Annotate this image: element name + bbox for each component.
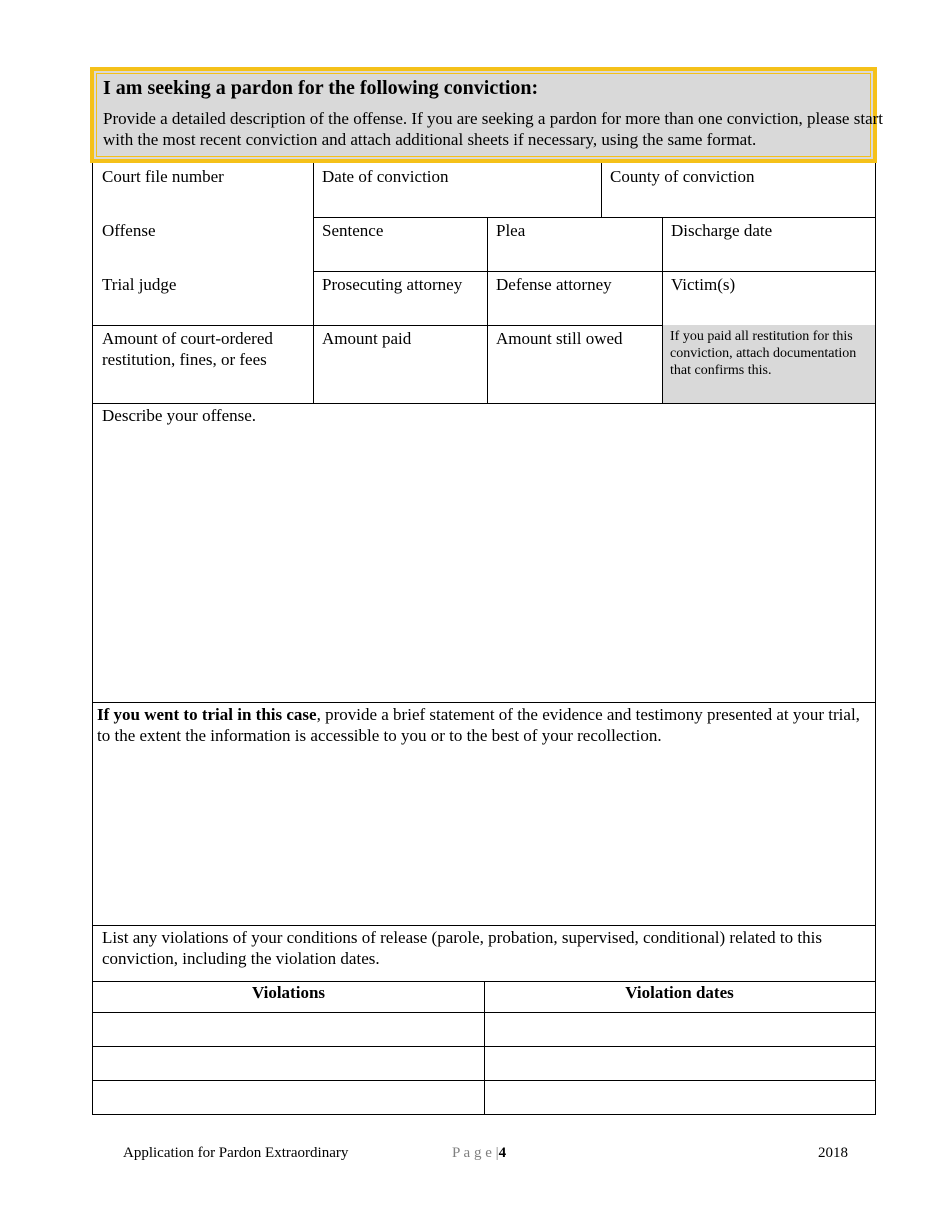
amount-still-owed-field[interactable] — [487, 325, 662, 404]
divider — [601, 163, 602, 217]
divider — [487, 325, 488, 404]
field-label: County of conviction — [610, 167, 755, 186]
field-label: Trial judge — [102, 275, 177, 294]
divider — [662, 271, 663, 325]
table-bottom-border — [92, 1114, 876, 1115]
trial-statement-bold: If you went to trial in this case — [97, 705, 317, 724]
footer-year: 2018 — [818, 1145, 848, 1161]
field-label: Victim(s) — [671, 275, 736, 294]
section-title: I am seeking a pardon for the following conviction: — [103, 77, 539, 99]
divider — [313, 217, 314, 271]
violations-header: Violations — [251, 983, 326, 1002]
violation-dates-header: Violation dates — [625, 983, 734, 1002]
page-separator: | — [495, 1145, 499, 1161]
trial-statement-rest: , provide a brief statement of the evidence and testimony presented at your trial, to the extent the information is accessible to you or to the best of your recollection. — [97, 705, 860, 745]
divider — [313, 163, 314, 217]
violation-input[interactable] — [93, 1081, 484, 1114]
divider — [313, 325, 314, 404]
field-label: Court file number — [102, 167, 224, 186]
violation-date-input[interactable] — [485, 1013, 875, 1046]
field-label: Amount still owed — [496, 329, 623, 348]
violations-intro-text: List any violations of your conditions of release (parole, probation, supervised, conditional) related to this conviction, including the violation dates. — [102, 928, 822, 968]
section-header — [90, 67, 883, 163]
section-header-inner — [96, 73, 883, 157]
divider — [487, 217, 488, 271]
restitution-amount-field[interactable] — [93, 325, 313, 404]
violation-date-input[interactable] — [485, 1047, 875, 1080]
table-right-border — [875, 163, 876, 1115]
footer-title: Application for Pardon Extraordinary — [123, 1145, 349, 1161]
field-label: Date of conviction — [322, 167, 449, 186]
field-label: Discharge date — [671, 221, 773, 240]
violations-intro — [93, 926, 875, 981]
violation-date-input[interactable] — [485, 1081, 875, 1114]
discharge-date-field[interactable] — [662, 217, 875, 271]
field-label: Amount paid — [322, 329, 412, 348]
describe-offense-area[interactable] — [93, 404, 875, 702]
county-of-conviction-field[interactable] — [601, 163, 875, 217]
field-label: Amount of court-ordered restitution, fines, or fees — [102, 329, 273, 369]
date-of-conviction-field[interactable] — [313, 163, 601, 217]
describe-offense-label: Describe your offense. — [102, 406, 257, 425]
plea-field[interactable] — [487, 217, 662, 271]
divider — [662, 217, 663, 271]
divider — [662, 325, 663, 404]
defense-attorney-field[interactable] — [487, 271, 662, 325]
amount-paid-field[interactable] — [313, 325, 487, 404]
field-label: Prosecuting attorney — [322, 275, 463, 294]
field-label: Plea — [496, 221, 526, 240]
trial-judge-field[interactable] — [93, 271, 313, 325]
divider — [313, 271, 314, 325]
page-number-value: 4 — [498, 1145, 507, 1161]
note-text: If you paid all restitution for this conviction, attach documentation that confirms this. — [670, 329, 857, 378]
field-label: Offense — [102, 221, 156, 240]
court-file-number-field[interactable] — [93, 163, 313, 217]
violation-input[interactable] — [93, 1013, 484, 1046]
divider — [487, 271, 488, 325]
prosecuting-attorney-field[interactable] — [313, 271, 487, 325]
sentence-field[interactable] — [313, 217, 487, 271]
restitution-note — [662, 325, 875, 404]
trial-statement-area[interactable] — [93, 703, 875, 925]
field-label: Sentence — [322, 221, 384, 240]
trial-statement-label — [97, 704, 872, 746]
page-prefix: P a g e — [452, 1145, 492, 1161]
section-description: Provide a detailed description of the offense. If you are seeking a pardon for more than one conviction, please start with the most recent conviction and attach additional sheets if necessary, using the same format. — [103, 109, 883, 149]
page-number — [452, 1145, 506, 1162]
violation-input[interactable] — [93, 1047, 484, 1080]
offense-field[interactable] — [93, 217, 313, 271]
field-label: Defense attorney — [496, 275, 612, 294]
victims-field[interactable] — [662, 271, 875, 325]
